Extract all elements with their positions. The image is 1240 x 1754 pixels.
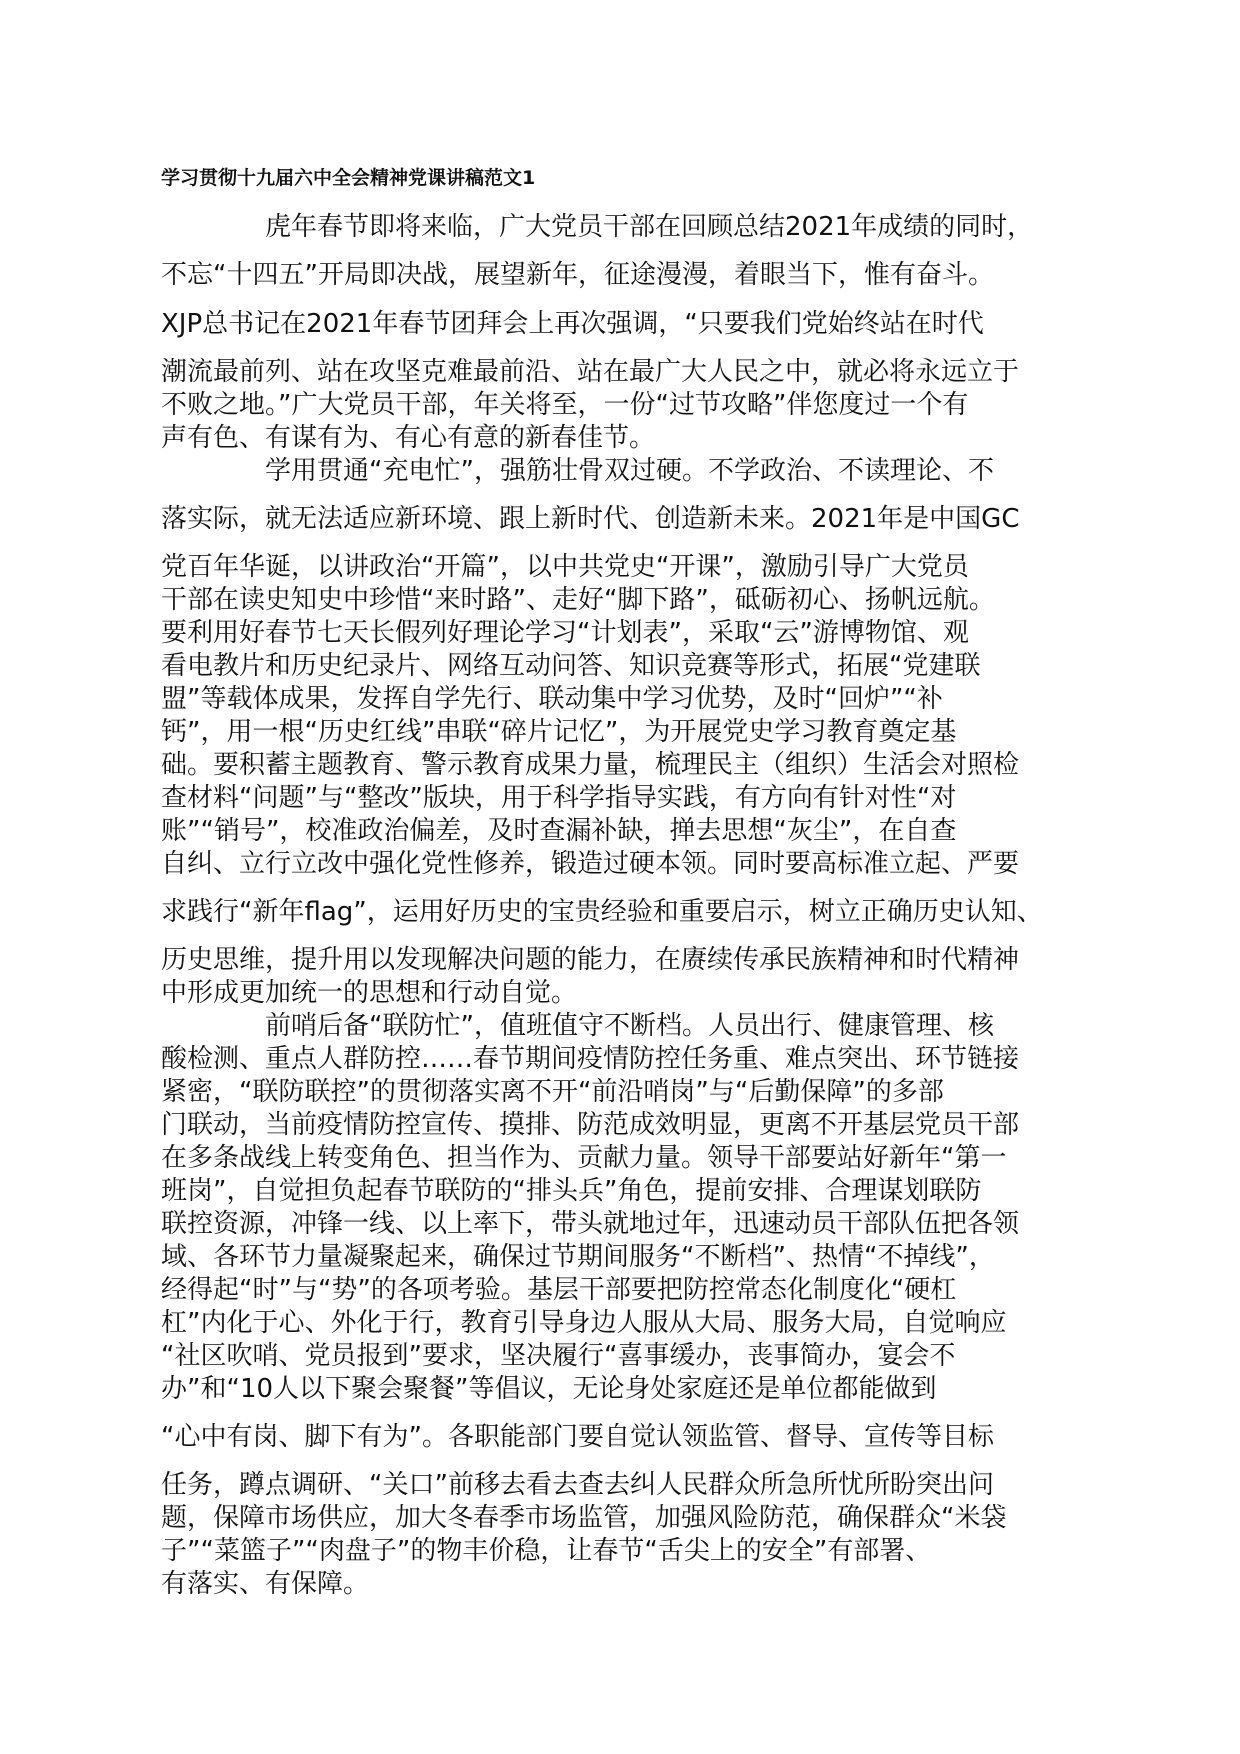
paragraph-line: 看电教片和历史纪录片、网络互动问答、知识竞赛等形式，拓展“党建联 xyxy=(161,651,981,681)
paragraph-line: “心中有岗、脚下有为”。各职能部门要自觉认领监管、督导、宣传等目标 xyxy=(161,1422,994,1452)
paragraph-line: 干部在读史知史中珍惜“来时路”、走好“脚下路”，砥砺初心、扬帆远航。 xyxy=(161,585,995,615)
paragraph-line: 题，保障市场供应，加大冬春季市场监管，加强风险防范，确保群众“米袋 xyxy=(161,1503,1007,1533)
paragraph-line: 杠”内化于心、外化于行，教育引导身边人服从大局、服务大局，自觉响应 xyxy=(161,1308,1007,1338)
paragraph-line: 经得起“时”与“势”的各项考验。基层干部要把防控常态化制度化“硬杠 xyxy=(161,1275,957,1305)
document-title: 学习贯彻十九届六中全会精神党课讲稿范文1 xyxy=(161,167,536,189)
paragraph-line: “社区吹哨、党员报到”要求，坚决履行“喜事缓办，丧事简办，宴会不 xyxy=(161,1341,956,1371)
paragraph-line: 酸检测、重点人群防控……春节期间疫情防控任务重、难点突出、环节链接 xyxy=(161,1044,1020,1074)
paragraph-line: 声有色、有谋有为、有心有意的新春佳节。 xyxy=(161,423,656,453)
paragraph-line: 紧密，“联防联控”的贯彻落实离不开“前沿哨岗”与“后勤保障”的多部 xyxy=(161,1077,944,1107)
paragraph-line: 联控资源，冲锋一线、以上率下，带头就地过年，迅速动员干部队伍把各领 xyxy=(161,1209,1020,1239)
paragraph-line: XJP总书记在2021年春节团拜会上再次强调，“只要我们党始终站在时代 xyxy=(161,309,984,339)
paragraph-line: 门联动，当前疫情防控宣传、摸排、防范成效明显，更离不开基层党员干部 xyxy=(161,1110,1020,1140)
paragraph-line: 不败之地。”广大党员干部，年关将至，一份“过节攻略”伴您度过一个有 xyxy=(161,390,969,420)
paragraph-line: 求践行“新年flag”，运用好历史的宝贵经验和重要启示，树立正确历史认知、 xyxy=(161,897,1043,927)
paragraph-line: 子”“菜篮子”“肉盘子”的物丰价稳，让春节“舌尖上的安全”有部署、 xyxy=(161,1536,932,1566)
paragraph-line: 础。要积蓄主题教育、警示教育成果力量，梳理民主（组织）生活会对照检 xyxy=(161,750,1020,780)
paragraph-line: 要利用好春节七天长假列好理论学习“计划表”，采取“云”游博物馆、观 xyxy=(161,618,969,648)
paragraph-line: 域、各环节力量凝聚起来，确保过节期间服务“不断档”、热情“不掉线”， xyxy=(161,1242,995,1272)
paragraph-line: 班岗”，自觉担负起春节联防的“排头兵”角色，提前安排、合理谋划联防 xyxy=(161,1176,982,1206)
paragraph-line: 账”“销号”，校准政治偏差，及时查漏补缺，掸去思想“灰尘”，在自查 xyxy=(161,816,957,846)
paragraph-line: 潮流最前列、站在攻坚克难最前沿、站在最广大人民之中，就必将永远立于 xyxy=(161,357,1020,387)
paragraph-line: 查材料“问题”与“整改”版块，用于科学指导实践，有方向有针对性“对 xyxy=(161,783,957,813)
paragraph-line: 有落实、有保障。 xyxy=(161,1569,370,1599)
paragraph-line: 中形成更加统一的思想和行动自觉。 xyxy=(161,978,578,1008)
paragraph-line: 落实际，就无法适应新环境、跟上新时代、创造新未来。2021年是中国GC xyxy=(161,504,1020,534)
paragraph-line: 前哨后备“联防忙”，值班值守不断档。人员出行、健康管理、核 xyxy=(265,1011,994,1041)
paragraph-line: 学用贯通“充电忙”，强筋壮骨双过硬。不学政治、不读理论、不 xyxy=(265,456,994,486)
paragraph-line: 在多条战线上转变角色、担当作为、贡献力量。领导干部要站好新年“第一 xyxy=(161,1143,1007,1173)
paragraph-line: 任务，蹲点调研、“关口”前移去看去查去纠人民群众所急所忧所盼突出问 xyxy=(161,1470,994,1500)
paragraph-line: 历史思维，提升用以发现解决问题的能力，在赓续传承民族精神和时代精神 xyxy=(161,945,1020,975)
paragraph-line: 党百年华诞，以讲政治“开篇”，以中共党史“开课”，激励引导广大党员 xyxy=(161,552,969,582)
paragraph-line: 钙”，用一根“历史红线”串联“碎片记忆”，为开展党史学习教育奠定基 xyxy=(161,717,957,747)
paragraph-line: 盟”等载体成果，发挥自学先行、联动集中学习优势，及时“回炉”“补 xyxy=(161,684,943,714)
paragraph-line: 不忘“十四五”开局即决战，展望新年，征途漫漫，着眼当下，惟有奋斗。 xyxy=(161,260,994,290)
paragraph-line: 虎年春节即将来临，广大党员干部在回顾总结2021年成绩的同时， xyxy=(265,212,1034,242)
paragraph-line: 自纠、立行立改中强化党性修养，锻造过硬本领。同时要高标准立起、严要 xyxy=(161,849,1020,879)
paragraph-line: 办”和“10人以下聚会聚餐”等倡议，无论身处家庭还是单位都能做到 xyxy=(161,1374,937,1404)
